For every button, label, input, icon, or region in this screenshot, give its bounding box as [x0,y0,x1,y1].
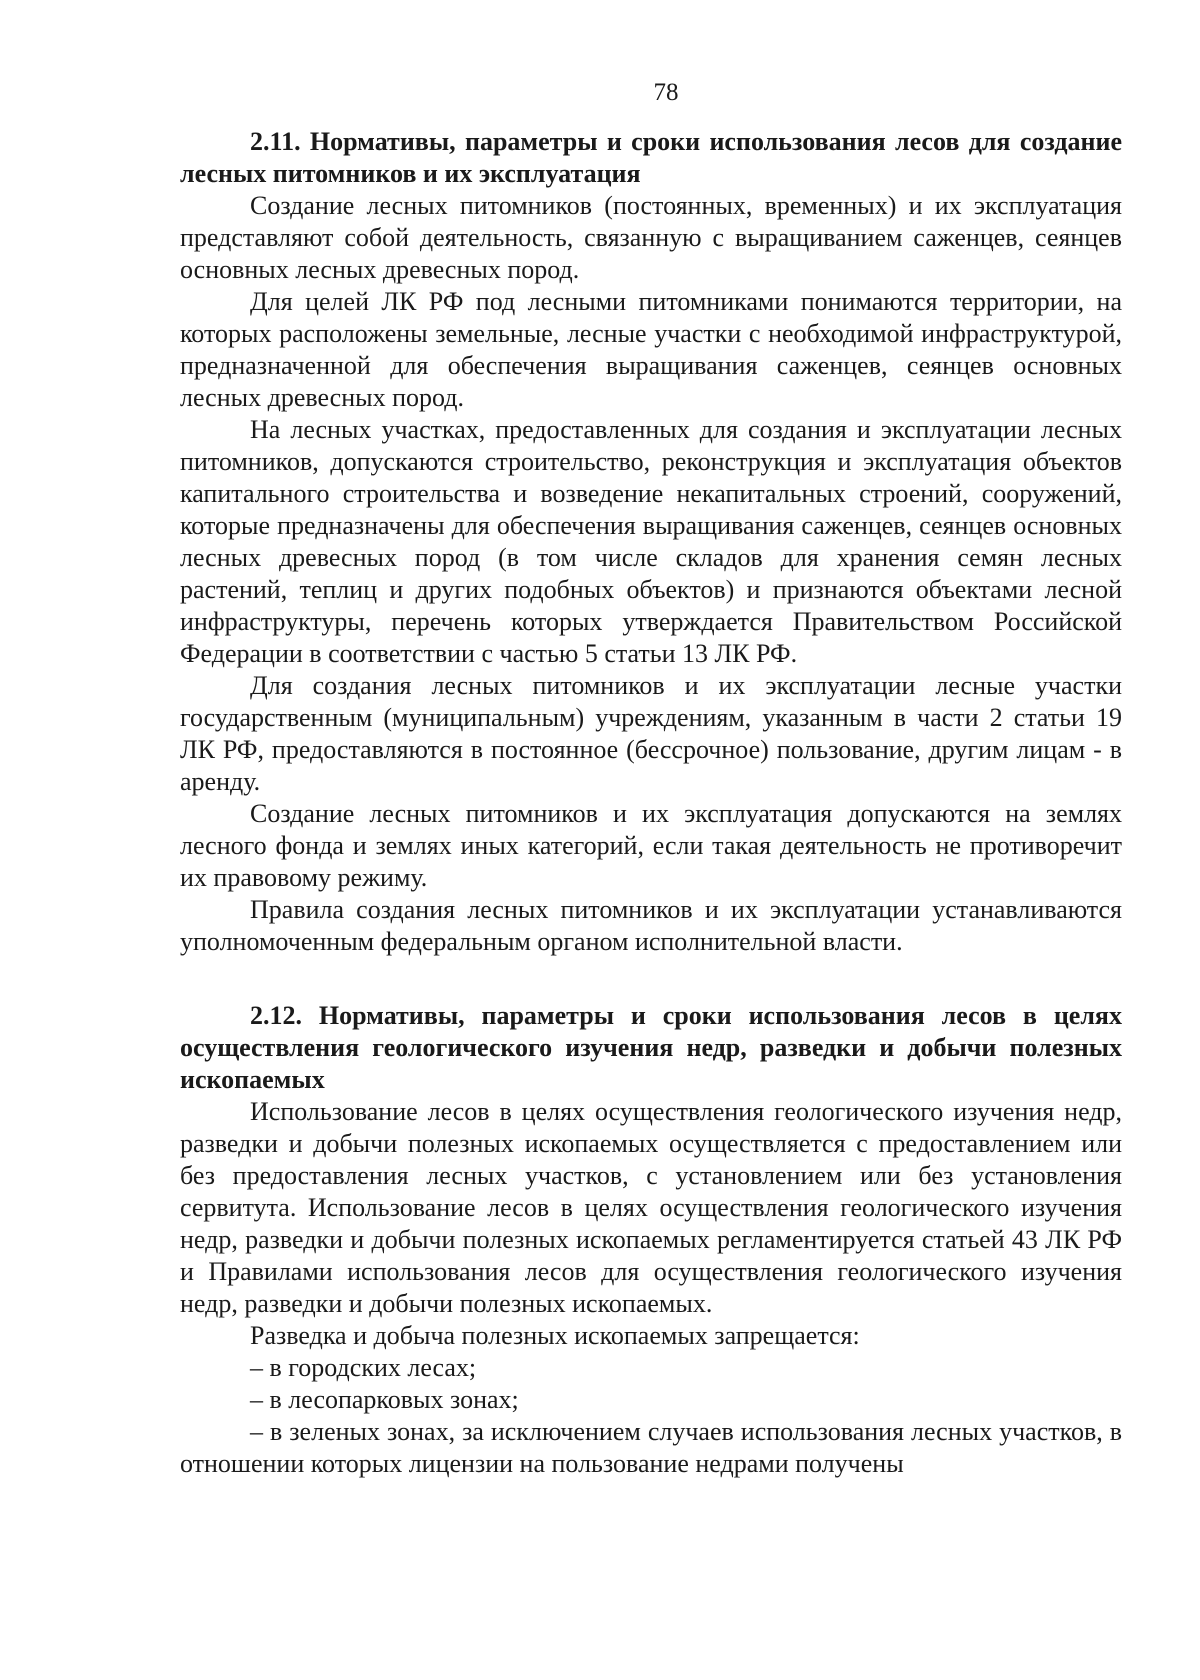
paragraph: Для целей ЛК РФ под лесными питомниками понимаются территории, на которых расположены земельные, лесные участки с необходимой инфраструктурой, предназначенной для обеспечения выращивания саженцев, сеянцев основных лесных древесных пород. [180,287,1122,412]
list-item: – в лесопарковых зонах; [250,1385,519,1414]
document-page [180,78,1122,1480]
list-item: – в городских лесах; [250,1353,477,1382]
section-2-12-heading: 2.12. Нормативы, параметры и сроки использования лесов в целях осуществления геологического изучения недр, разведки и добычи полезных ископаемых [180,1001,1122,1094]
paragraph: Правила создания лесных питомников и их эксплуатации устанавливаются уполномоченным федеральным органом исполнительной власти. [180,895,1122,956]
list-item: – в зеленых зонах, за исключением случаев использования лесных участков, в отношении которых лицензии на пользование недрами получены [180,1417,1122,1478]
paragraph: На лесных участках, предоставленных для создания и эксплуатации лесных питомников, допускаются строительство, реконструкция и эксплуатация объектов капитального строительства и возведение некапитальных строений, сооружений, которые предназначены для обеспечения выращивания саженцев, сеянцев основных лесных древесных пород (в том числе складов для хранения семян лесных растений, теплиц и других подобных объектов) и признаются объектами лесной инфраструктуры, перечень которых утверждается Правительством Российской Федерации в соответствии с частью 5 статьи 13 ЛК РФ. [180,415,1122,668]
section-2-11-heading: 2.11. Нормативы, параметры и сроки использования лесов для создание лесных питомников и их эксплуатация [180,127,1122,188]
paragraph: Разведка и добыча полезных ископаемых запрещается: [250,1321,860,1350]
paragraph: Создание лесных питомников и их эксплуатация допускаются на землях лесного фонда и землях иных категорий, если такая деятельность не противоречит их правовому режиму. [180,799,1122,892]
paragraph: Для создания лесных питомников и их эксплуатации лесные участки государственным (муниципальным) учреждениям, указанным в части 2 статьи 19 ЛК РФ, предоставляются в постоянное (бессрочное) пользование, другим лицам - в аренду. [180,671,1122,796]
paragraph: Использование лесов в целях осуществления геологического изучения недр, разведки и добычи полезных ископаемых осуществляется с предоставлением или без предоставления лесных участков, с установлением или без установления сервитута. Использование лесов в целях осуществления геологического изучения недр, разведки и добычи полезных ископаемых регламентируется статьей 43 ЛК РФ и Правилами использования лесов для осуществления геологического изучения недр, разведки и добычи полезных ископаемых. [180,1097,1122,1318]
page-number: 78 [653,79,679,106]
paragraph: Создание лесных питомников (постоянных, временных) и их эксплуатация представляют собой деятельность, связанную с выращиванием саженцев, сеянцев основных лесных древесных пород. [180,191,1122,284]
